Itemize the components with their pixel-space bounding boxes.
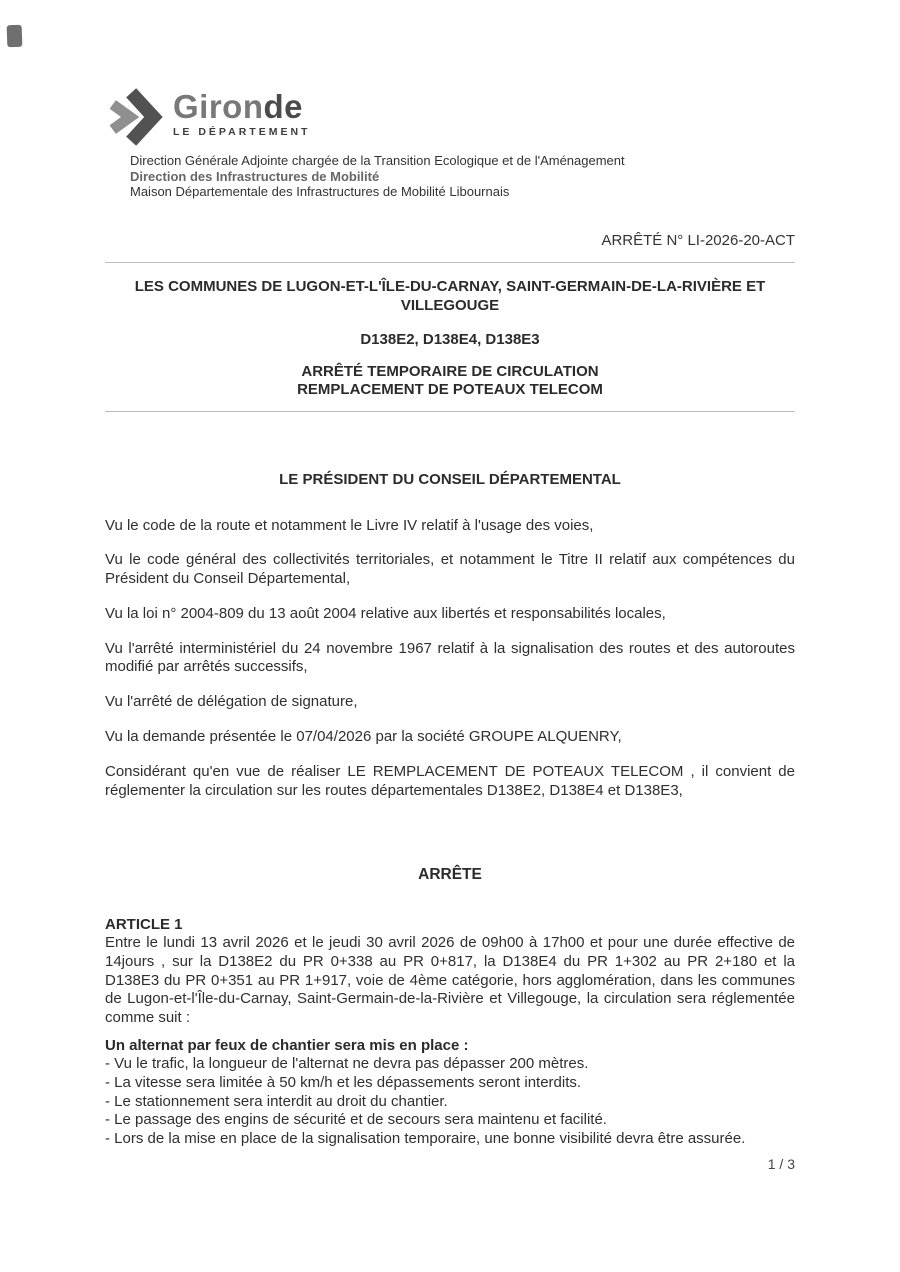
title-roads: D138E2, D138E4, D138E3 <box>360 330 540 348</box>
title-subject <box>105 363 795 400</box>
title-subject-line2: REMPLACEMENT DE POTEAUX TELECOM <box>297 381 603 398</box>
org-line-1: Direction Générale Adjointe chargée de la Transition Ecologique et de l'Aménagement <box>130 153 625 168</box>
recital-paragraph: Vu l'arrêté de délégation de signature, <box>105 693 358 711</box>
org-line-2: Direction des Infrastructures de Mobilité <box>130 168 380 184</box>
logo-word: Gironde <box>173 88 304 125</box>
president-heading: LE PRÉSIDENT DU CONSEIL DÉPARTEMENTAL <box>279 470 621 488</box>
recital-paragraph: Vu le code général des collectivités territoriales, et notamment le Titre II relatif aux compétences du Président du Conseil Départemental, <box>105 551 795 588</box>
article-1-heading: ARTICLE 1 <box>105 916 183 934</box>
recital-paragraph: Considérant qu'en vue de réaliser LE REMPLACEMENT DE POTEAUX TELECOM , il convient de réglementer la circulation sur les routes départementales D138E2, D138E4 et D138E3, <box>105 762 795 799</box>
arrete-heading: ARRÊTE <box>418 866 482 884</box>
recital-paragraph: Vu la loi n° 2004-809 du 13 août 2004 relative aux libertés et responsabilités locales, <box>105 604 666 622</box>
org-line-3: Maison Départementale des Infrastructures de Mobilité Libournais <box>130 184 510 199</box>
recitals <box>105 517 795 801</box>
divider-top <box>105 262 795 263</box>
org-block <box>130 153 795 200</box>
logo-wordmark <box>173 86 310 138</box>
logo-tagline: LE DÉPARTEMENT <box>173 126 311 138</box>
arrete-number: ARRÊTÉ N° LI-2026-20-ACT <box>601 231 795 249</box>
recital-paragraph: Vu la demande présentée le 07/04/2026 par la société GROUPE ALQUENRY, <box>105 728 622 746</box>
alternat-rules <box>105 1055 795 1148</box>
article-1-text: Entre le lundi 13 avril 2026 et le jeudi 30 avril 2026 de 09h00 à 17h00 et pour une durée effective de 14jours , sur la D138E2 du PR 0+338 au PR 0+817, la D138E4 du PR 1+302 au PR 2+180 et la D138E3 du PR 0+351 au PR 1+917, voie de 4ème catégorie, hors agglomération, dans les communes de Lugon-et-l'Île-du-Carnay, Saint-Germain-de-la-Rivière et Villegouge, la circulation sera réglementée comme suit : <box>105 934 795 1026</box>
title-subject-line1: ARRÊTÉ TEMPORAIRE DE CIRCULATION <box>301 362 599 380</box>
alternat-heading: Un alternat par feux de chantier sera mis en place : <box>105 1037 469 1055</box>
page-number: 1 / 3 <box>767 1156 795 1173</box>
gironde-logo <box>105 0 795 148</box>
scan-artifact <box>7 25 23 48</box>
rule-item: - Le stationnement sera interdit au droit du chantier. <box>105 1092 448 1110</box>
title-block <box>105 277 795 400</box>
rule-item: - Le passage des engins de sécurité et de secours sera maintenu et facilité. <box>105 1111 607 1129</box>
rule-item: - Lors de la mise en place de la signalisation temporaire, une bonne visibilité devra être assurée. <box>105 1129 746 1147</box>
recital-paragraph: Vu le code de la route et notamment le Livre IV relatif à l'usage des voies, <box>105 516 594 534</box>
divider-title <box>105 411 795 412</box>
article-1 <box>105 915 795 1027</box>
recital-paragraph: Vu l'arrêté interministériel du 24 novembre 1967 relatif à la signalisation des routes et des autoroutes modifié par arrêtés successifs, <box>105 639 795 676</box>
gironde-chevrons-icon <box>105 86 167 148</box>
title-communes: LES COMMUNES DE LUGON-ET-L'ÎLE-DU-CARNAY, SAINT-GERMAIN-DE-LA-RIVIÈRE ET VILLEGOUGE <box>134 277 766 314</box>
rule-item: - Vu le trafic, la longueur de l'alternat ne devra pas dépasser 200 mètres. <box>105 1055 589 1073</box>
rule-item: - La vitesse sera limitée à 50 km/h et les dépassements seront interdits. <box>105 1074 582 1092</box>
